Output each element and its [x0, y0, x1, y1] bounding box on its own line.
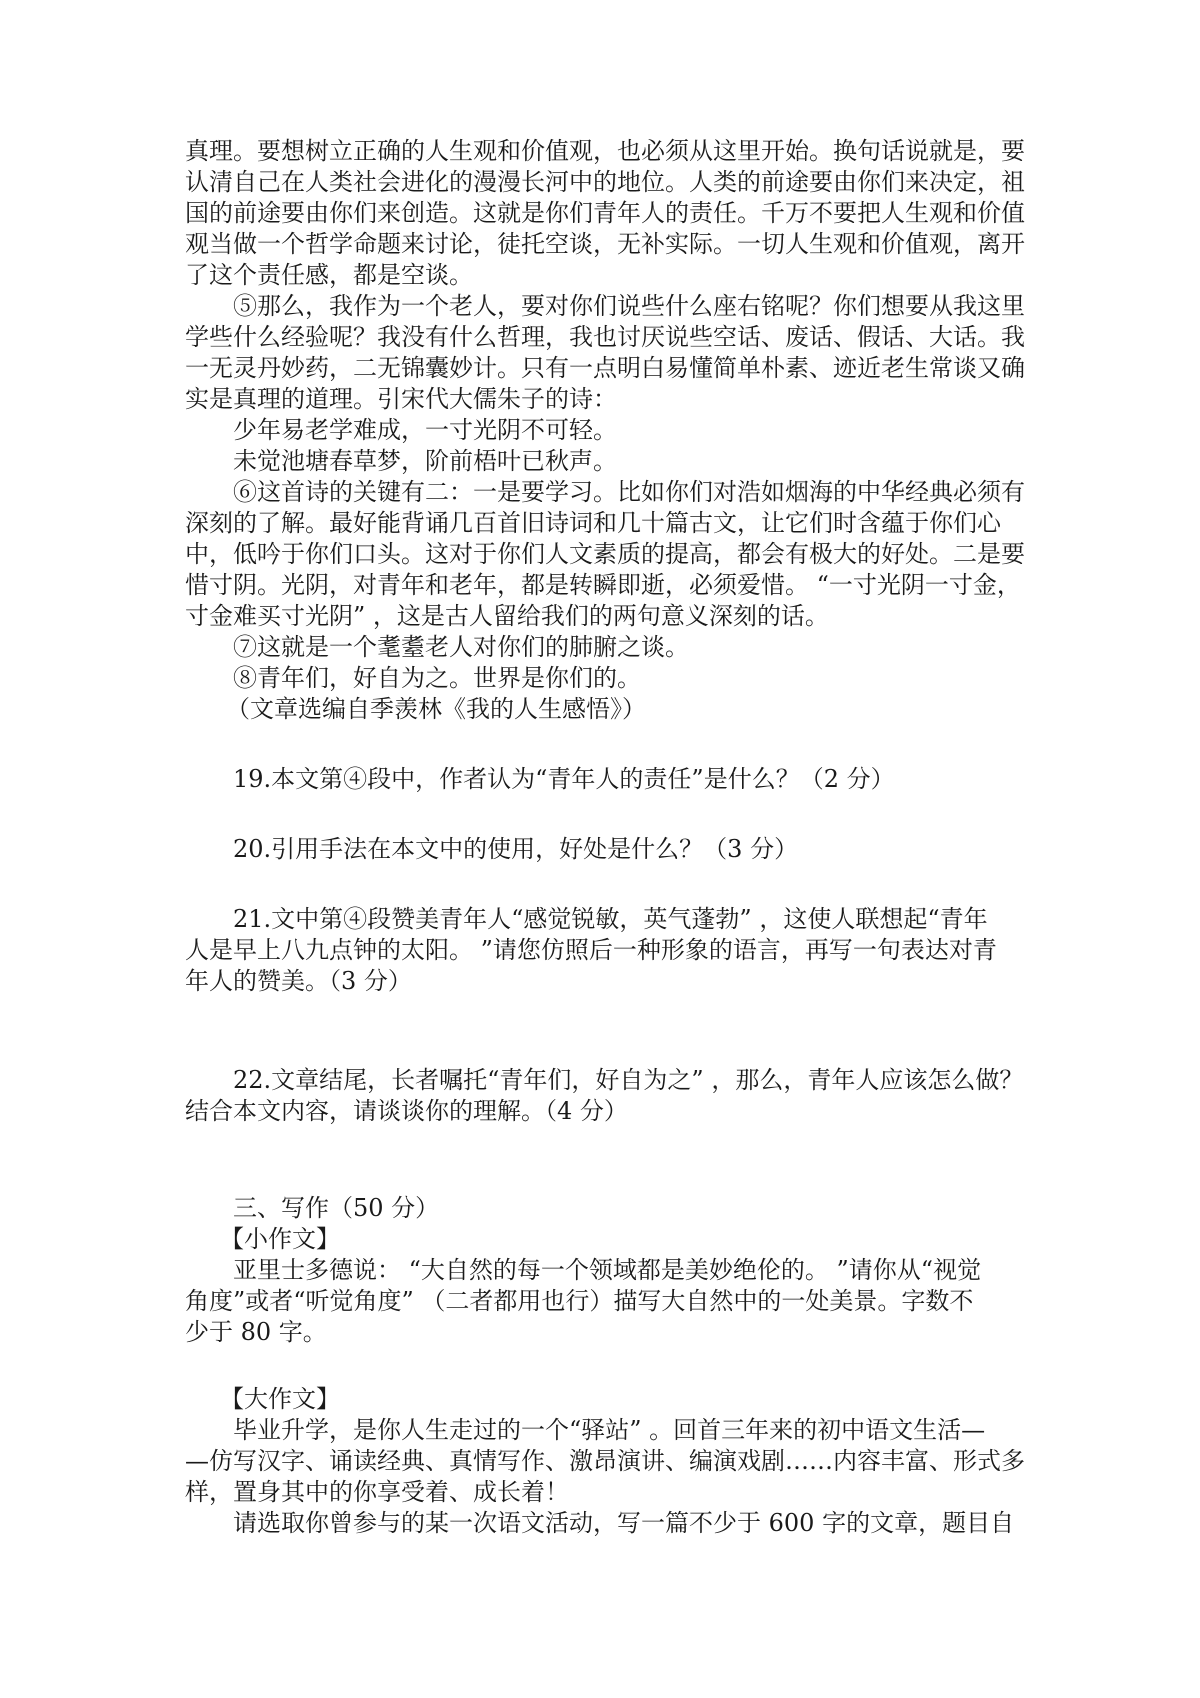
article-source: （文章选编自季羡林《我的人生感悟》） — [226, 695, 646, 723]
paragraph-6-line: 寸金难买寸光阴” ，这是古人留给我们的两句意义深刻的话。 — [185, 602, 829, 630]
paragraph-5-line: 实是真理的道理。引宋代大儒朱子的诗： — [185, 385, 617, 413]
small-essay-line: 少于 80 字。 — [185, 1318, 327, 1346]
poem-line: 少年易老学难成，一寸光阴不可轻。 — [233, 416, 617, 444]
question-19: 19.本文第④段中，作者认为“青年人的责任”是什么？（2 分） — [233, 765, 895, 793]
small-essay-line: 角度”或者“听觉角度” （二者都用也行）描写大自然中的一处美景。字数不 — [185, 1287, 974, 1315]
paragraph-5-line: ⑤那么，我作为一个老人，要对你们说些什么座右铭呢？你们想要从我这里 — [233, 292, 1025, 320]
question-22-line: 22.文章结尾，长者嘱托“青年们，好自为之” ，那么，青年人应该怎么做？ — [233, 1066, 1024, 1094]
paragraph-7: ⑦这就是一个耄耋老人对你们的肺腑之谈。 — [233, 633, 689, 661]
large-essay-line: 样，置身其中的你享受着、成长着！ — [185, 1478, 569, 1506]
small-essay-title: 【小作文】 — [220, 1225, 340, 1253]
large-essay-line: —仿写汉字、诵读经典、真情写作、激昂演讲、编演戏剧……内容丰富、形式多 — [185, 1447, 1025, 1475]
paragraph-8: ⑧青年们，好自为之。世界是你们的。 — [233, 664, 641, 692]
large-essay-title: 【大作文】 — [220, 1385, 340, 1413]
paragraph-6-line: 中，低吟于你们口头。这对于你们人文素质的提高，都会有极大的好处。二是要 — [185, 540, 1025, 568]
paragraph-4-line: 国的前途要由你们来创造。这就是你们青年人的责任。千万不要把人生观和价值 — [185, 199, 1025, 227]
paragraph-5-line: 一无灵丹妙药，二无锦囊妙计。只有一点明白易懂简单朴素、迹近老生常谈又确 — [185, 354, 1025, 382]
paragraph-6-line: 深刻的了解。最好能背诵几百首旧诗词和几十篇古文，让它们时含蕴于你们心 — [185, 509, 1001, 537]
paragraph-4-line: 观当做一个哲学命题来讨论，徒托空谈，无补实际。一切人生观和价值观，离开 — [185, 230, 1025, 258]
question-22-line: 结合本文内容，请谈谈你的理解。（4 分） — [185, 1097, 628, 1125]
large-essay-line: 毕业升学，是你人生走过的一个“驿站” 。回首三年来的初中语文生活— — [233, 1416, 986, 1444]
paragraph-4-line: 了这个责任感，都是空谈。 — [185, 261, 473, 289]
paragraph-6-line: ⑥这首诗的关键有二：一是要学习。比如你们对浩如烟海的中华经典必须有 — [233, 478, 1025, 506]
paragraph-5-line: 学些什么经验呢？我没有什么哲理，我也讨厌说些空话、废话、假话、大话。我 — [185, 323, 1025, 351]
poem-line: 未觉池塘春草梦，阶前梧叶已秋声。 — [233, 447, 617, 475]
question-20: 20.引用手法在本文中的使用，好处是什么？（3 分） — [233, 835, 799, 863]
paragraph-6-line: 惜寸阴。光阴，对青年和老年，都是转瞬即逝，必须爱惜。 “一寸光阴一寸金， — [185, 571, 1021, 599]
small-essay-line: 亚里士多德说： “大自然的每一个领域都是美妙绝伦的。 ”请你从“视觉 — [233, 1256, 982, 1284]
paragraph-4-line: 真理。要想树立正确的人生观和价值观，也必须从这里开始。换句话说就是，要 — [185, 137, 1025, 165]
question-21-line: 人是早上八九点钟的太阳。 ”请您仿照后一种形象的语言，再写一句表达对青 — [185, 936, 997, 964]
question-21-line: 年人的赞美。（3 分） — [185, 967, 412, 995]
writing-heading: 三、写作（50 分） — [233, 1194, 440, 1222]
paragraph-4-line: 认清自己在人类社会进化的漫漫长河中的地位。人类的前途要由你们来决定，祖 — [185, 168, 1025, 196]
question-21-line: 21.文中第④段赞美青年人“感觉锐敏，英气蓬勃” ，这使人联想起“青年 — [233, 905, 988, 933]
large-essay-line: 请选取你曾参与的某一次语文活动，写一篇不少于 600 字的文章，题目自 — [233, 1509, 1015, 1537]
